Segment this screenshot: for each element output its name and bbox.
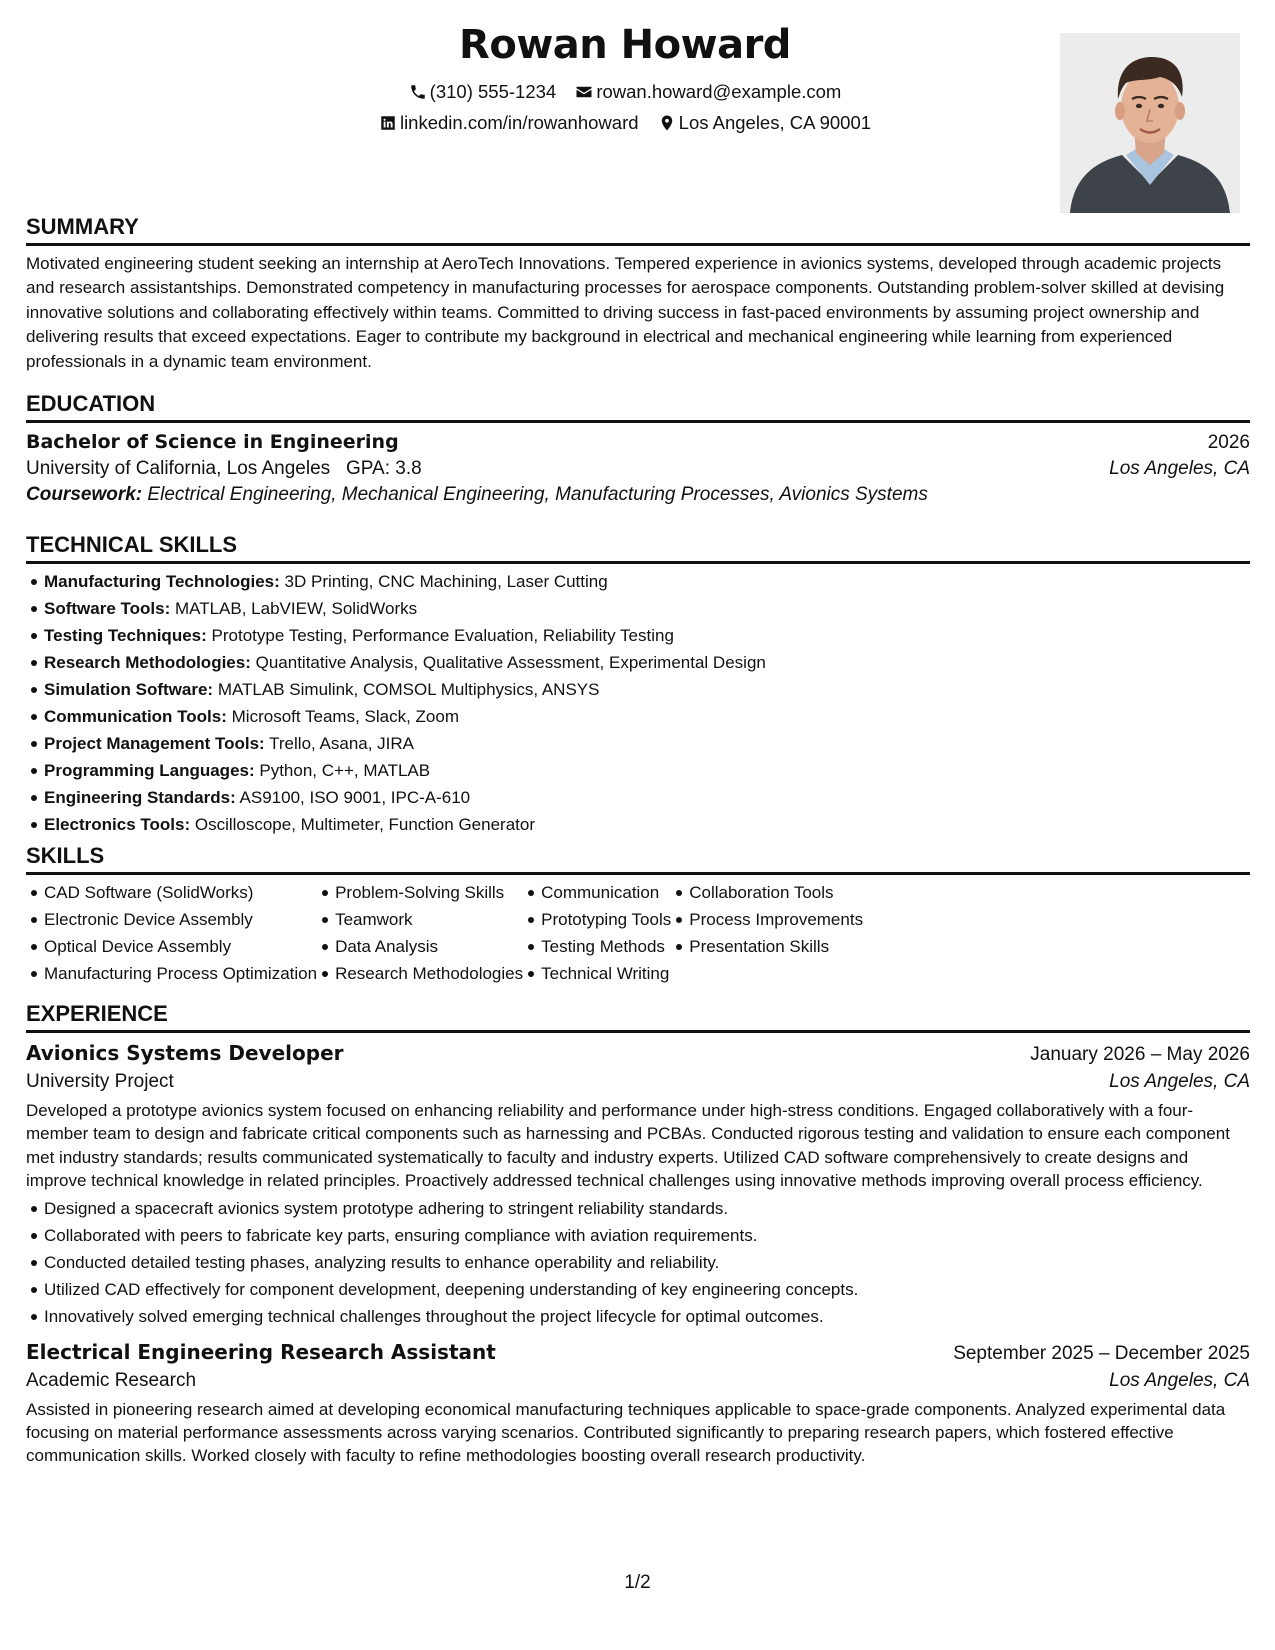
- job-title: Electrical Engineering Research Assistant: [26, 1339, 496, 1364]
- phone-contact[interactable]: [409, 81, 557, 103]
- list-item: [44, 649, 1250, 676]
- experience-heading: EXPERIENCE: [26, 1001, 168, 1026]
- job-title: Avionics Systems Developer: [26, 1041, 344, 1065]
- tech-skill-label: Testing Techniques:: [44, 626, 207, 645]
- list-item: [44, 730, 1250, 757]
- education-section: [26, 390, 1250, 506]
- tech-skill-label: Programming Languages:: [44, 761, 255, 780]
- list-item: Conducted detailed testing phases, analyzing results to enhance operability and reliability.: [44, 1249, 1250, 1276]
- list-item: Optical Device Assembly: [44, 933, 317, 960]
- job-bullets: [26, 1195, 1250, 1330]
- section-divider: [26, 243, 1250, 246]
- experience-header-row: [26, 1340, 1250, 1365]
- contact-line-2: [26, 112, 1224, 137]
- school-name: University of California, Los Angeles: [26, 458, 331, 479]
- tech-skill-label: Software Tools:: [44, 599, 171, 618]
- job-dates: January 2026 – May 2026: [1030, 1044, 1250, 1065]
- technical-skills-heading: TECHNICAL SKILLS: [26, 532, 238, 557]
- skills-column-2: [317, 879, 523, 987]
- skills-column-1: [26, 879, 317, 987]
- location-contact: [658, 112, 871, 134]
- list-item: [44, 676, 1250, 703]
- job-description: Assisted in pioneering research aimed at developing economical manufacturing techniques applicable to space-grade components. Analyzed experimental data focusing on material performance assessments across varying scenarios. Contributed significantly to preparing research papers, which fostered effective communication skills. Worked closely with faculty to refine methodologies boosting overall research productivity.: [26, 1399, 1226, 1466]
- education-heading: EDUCATION: [26, 391, 156, 416]
- linkedin-icon: [379, 114, 397, 132]
- list-item: Process Improvements: [689, 906, 863, 933]
- map-pin-icon: [658, 114, 676, 132]
- section-divider: [26, 561, 1250, 564]
- profile-photo: [1060, 33, 1240, 213]
- list-item: [44, 703, 1250, 730]
- list-item: Problem-Solving Skills: [335, 879, 523, 906]
- tech-skill-label: Engineering Standards:: [44, 788, 236, 807]
- graduation-year: 2026: [1207, 432, 1250, 453]
- phone-text: (310) 555-1234: [429, 81, 557, 102]
- tech-skill-label: Manufacturing Technologies:: [44, 572, 280, 591]
- list-item: [44, 757, 1250, 784]
- job-organization: University Project: [26, 1071, 174, 1092]
- degree-title: Bachelor of Science in Engineering: [26, 431, 399, 453]
- section-divider: [26, 1030, 1250, 1033]
- tech-skill-label: Project Management Tools:: [44, 734, 265, 753]
- experience-header-row: [26, 1041, 1250, 1066]
- experience-entry: [26, 1340, 1250, 1468]
- technical-skills-section: [26, 531, 1250, 838]
- tech-skill-value: Prototype Testing, Performance Evaluation, Reliability Testing: [211, 626, 674, 645]
- experience-entry: [26, 1041, 1250, 1330]
- list-item: Designed a spacecraft avionics system prototype adhering to stringent reliability standards.: [44, 1195, 1250, 1222]
- envelope-icon: [575, 83, 593, 101]
- skills-column-4: [671, 879, 863, 987]
- list-item: Technical Writing: [541, 960, 671, 987]
- phone-icon: [409, 83, 427, 101]
- list-item: Prototyping Tools: [541, 906, 671, 933]
- experience-subheader-row: [26, 1071, 1250, 1093]
- list-item: [44, 622, 1250, 649]
- email-text: rowan.howard@example.com: [596, 81, 842, 102]
- skills-heading: SKILLS: [26, 843, 105, 868]
- tech-skill-value: AS9100, ISO 9001, IPC-A-610: [239, 788, 471, 807]
- tech-skill-value: MATLAB, LabVIEW, SolidWorks: [174, 599, 418, 618]
- gpa: GPA: 3.8: [346, 458, 422, 479]
- list-item: CAD Software (SolidWorks): [44, 879, 317, 906]
- list-item: Innovatively solved emerging technical challenges throughout the project lifecycle for optimal outcomes.: [44, 1303, 1250, 1330]
- linkedin-text: linkedin.com/in/rowanhoward: [399, 112, 639, 133]
- skills-columns: [26, 879, 1250, 987]
- skills-section: [26, 842, 1250, 987]
- list-item: Teamwork: [335, 906, 523, 933]
- list-item: Collaboration Tools: [689, 879, 863, 906]
- experience-section: [26, 1000, 1250, 1468]
- list-item: Data Analysis: [335, 933, 523, 960]
- summary-text: Motivated engineering student seeking an internship at AeroTech Innovations. Tempered experience in avionics systems, developed through academic projects and research assistantships. Demonstrated competency in manufacturing processes for aerospace components. Outstanding problem-solver skilled at devising innovative solutions and collaborating effectively within teams. Committed to driving success in fast-paced environments by assuming project ownership and delivering results that exceed expectations. Eager to contribute my background in electrical and mechanical engineering while learning from experienced professionals in a dynamic team environment.: [26, 254, 1225, 371]
- list-item: [44, 568, 1250, 595]
- coursework-label: Coursework:: [26, 484, 143, 505]
- skills-column-3: [523, 879, 671, 987]
- job-location: Los Angeles, CA: [1109, 1369, 1250, 1391]
- list-item: Manufacturing Process Optimization: [44, 960, 317, 987]
- tech-skill-value: Trello, Asana, JIRA: [269, 734, 415, 753]
- resume-header: [26, 22, 1250, 212]
- coursework-line: [26, 484, 1250, 506]
- tech-skill-value: Quantitative Analysis, Qualitative Assessment, Experimental Design: [255, 653, 766, 672]
- school-line: [26, 458, 422, 480]
- tech-skill-value: 3D Printing, CNC Machining, Laser Cutting: [284, 572, 608, 591]
- coursework-list: Electrical Engineering, Mechanical Engineering, Manufacturing Processes, Avionics Systems: [147, 484, 928, 505]
- tech-skill-value: Oscilloscope, Multimeter, Function Generator: [194, 815, 535, 834]
- education-row-2: [26, 458, 1250, 480]
- candidate-name: Rowan Howard: [459, 22, 791, 68]
- email-contact[interactable]: [575, 81, 841, 103]
- list-item: [44, 811, 1250, 838]
- list-item: Utilized CAD effectively for component development, deepening understanding of key engineering concepts.: [44, 1276, 1250, 1303]
- list-item: Presentation Skills: [689, 933, 863, 960]
- tech-skill-label: Research Methodologies:: [44, 653, 251, 672]
- summary-section: [26, 213, 1250, 374]
- list-item: Research Methodologies: [335, 960, 523, 987]
- list-item: [44, 595, 1250, 622]
- list-item: Communication: [541, 879, 671, 906]
- job-dates: September 2025 – December 2025: [953, 1342, 1250, 1364]
- tech-skill-value: MATLAB Simulink, COMSOL Multiphysics, ANSYS: [217, 680, 600, 699]
- technical-skills-list: [26, 568, 1250, 838]
- job-organization: Academic Research: [26, 1369, 197, 1391]
- page-number: 1/2: [624, 1572, 651, 1593]
- school-location: Los Angeles, CA: [1109, 458, 1250, 479]
- job-location: Los Angeles, CA: [1109, 1071, 1250, 1092]
- list-item: Collaborated with peers to fabricate key parts, ensuring compliance with aviation requirements.: [44, 1222, 1250, 1249]
- summary-heading: SUMMARY: [26, 214, 139, 239]
- list-item: Testing Methods: [541, 933, 671, 960]
- tech-skill-label: Electronics Tools:: [44, 815, 191, 834]
- list-item: Electronic Device Assembly: [44, 906, 317, 933]
- linkedin-contact[interactable]: [379, 112, 639, 134]
- section-divider: [26, 872, 1250, 875]
- tech-skill-value: Microsoft Teams, Slack, Zoom: [231, 707, 459, 726]
- tech-skill-value: Python, C++, MATLAB: [259, 761, 431, 780]
- section-divider: [26, 420, 1250, 423]
- resume-page: [26, 0, 1250, 1650]
- location-text: Los Angeles, CA 90001: [678, 112, 872, 133]
- list-item: [44, 784, 1250, 811]
- job-description: Developed a prototype avionics system focused on enhancing reliability and performance under high-stress conditions. Engaged collaboratively with a four-member team to design and fabricate critical components such as harnessing and PCBAs. Conducted rigorous testing and validation to ensure each component met industry standards; results communicated systematically to faculty and industry experts. Utilized CAD software comprehensively to create designs and improve technical knowledge in related principles. Proactively addressed technical challenges using innovative methods improving overall process efficiency.: [26, 1101, 1230, 1191]
- contact-line-1: [26, 81, 1224, 106]
- education-row-1: [26, 431, 1250, 454]
- tech-skill-label: Communication Tools:: [44, 707, 227, 726]
- tech-skill-label: Simulation Software:: [44, 680, 214, 699]
- experience-subheader-row: [26, 1370, 1250, 1392]
